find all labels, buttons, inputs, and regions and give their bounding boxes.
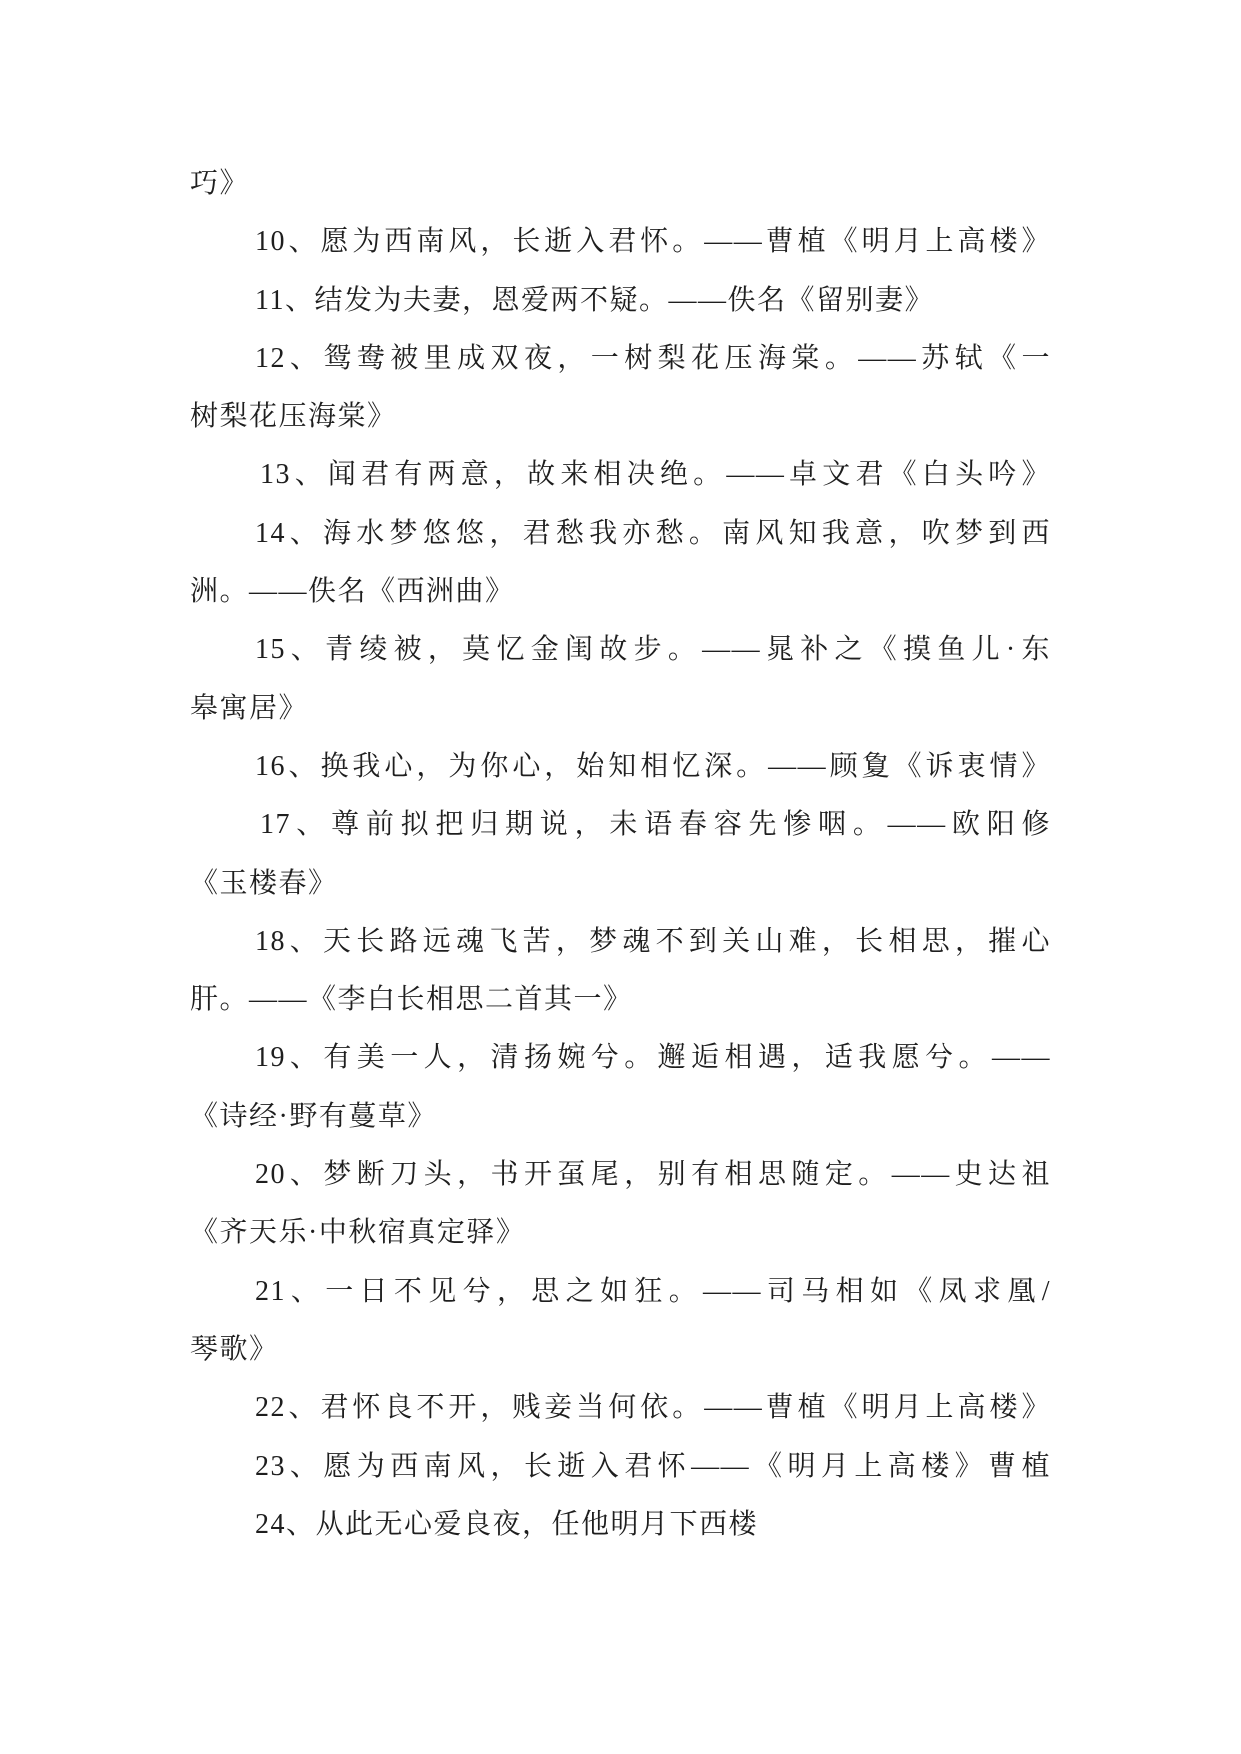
entry-9-continuation: 巧》 xyxy=(190,168,250,199)
entry-20-line-2: 《齐天乐·中秋宿真定驿》 xyxy=(190,1217,526,1249)
entry-15-line-1: 15、青绫被，莫忆金闺故步。——晁补之《摸鱼儿·东 xyxy=(255,634,1051,666)
entry-13: 13、闻君有两意，故来相决绝。——卓文君《白头吟》 xyxy=(260,459,1051,491)
entry-21-line-1: 21、一日不见兮，思之如狂。——司马相如《凤求凰/ xyxy=(255,1275,1051,1307)
entry-18-line-1: 18、天长路远魂飞苦，梦魂不到关山难，长相思，摧心 xyxy=(255,925,1051,957)
entry-11: 11、结发为夫妻，恩爱两不疑。——佚名《留别妻》 xyxy=(255,284,934,316)
entry-16: 16、换我心，为你心，始知相忆深。——顾夐《诉衷情》 xyxy=(255,750,1051,782)
entry-24: 24、从此无心爱良夜，任他明月下西楼 xyxy=(255,1508,759,1540)
entry-19-line-1: 19、有美一人，清扬婉兮。邂逅相遇，适我愿兮。—— xyxy=(255,1042,1051,1074)
entry-18-line-2: 肝。——《李白长相思二首其一》 xyxy=(190,984,633,1016)
entry-17-line-1: 17、尊前拟把归期说，未语春容先惨咽。——欧阳修 xyxy=(260,809,1051,841)
entry-10: 10、愿为西南风，长逝入君怀。——曹植《明月上高楼》 xyxy=(255,226,1051,258)
entry-15-line-2: 皋寓居》 xyxy=(190,692,309,724)
entry-17-line-2: 《玉楼春》 xyxy=(190,867,338,899)
entry-19-line-2: 《诗经·野有蔓草》 xyxy=(190,1100,437,1132)
entry-12-line-1: 12、鸳鸯被里成双夜，一树梨花压海棠。——苏轼《一 xyxy=(255,342,1051,374)
entry-12-line-2: 树梨花压海棠》 xyxy=(190,401,397,433)
document-body xyxy=(190,155,1051,1554)
entry-22: 22、君怀良不开，贱妾当何依。——曹植《明月上高楼》 xyxy=(255,1392,1051,1424)
entry-20-line-1: 20、梦断刀头，书开虿尾，别有相思随定。——史达祖 xyxy=(255,1159,1051,1191)
entry-14-line-1: 14、海水梦悠悠，君愁我亦愁。南风知我意，吹梦到西 xyxy=(255,517,1051,549)
entry-14-line-2: 洲。——佚名《西洲曲》 xyxy=(190,576,515,608)
entry-21-line-2: 琴歌》 xyxy=(190,1333,279,1365)
entry-23: 23、愿为西南风，长逝入君怀——《明月上高楼》曹植 xyxy=(255,1450,1051,1482)
